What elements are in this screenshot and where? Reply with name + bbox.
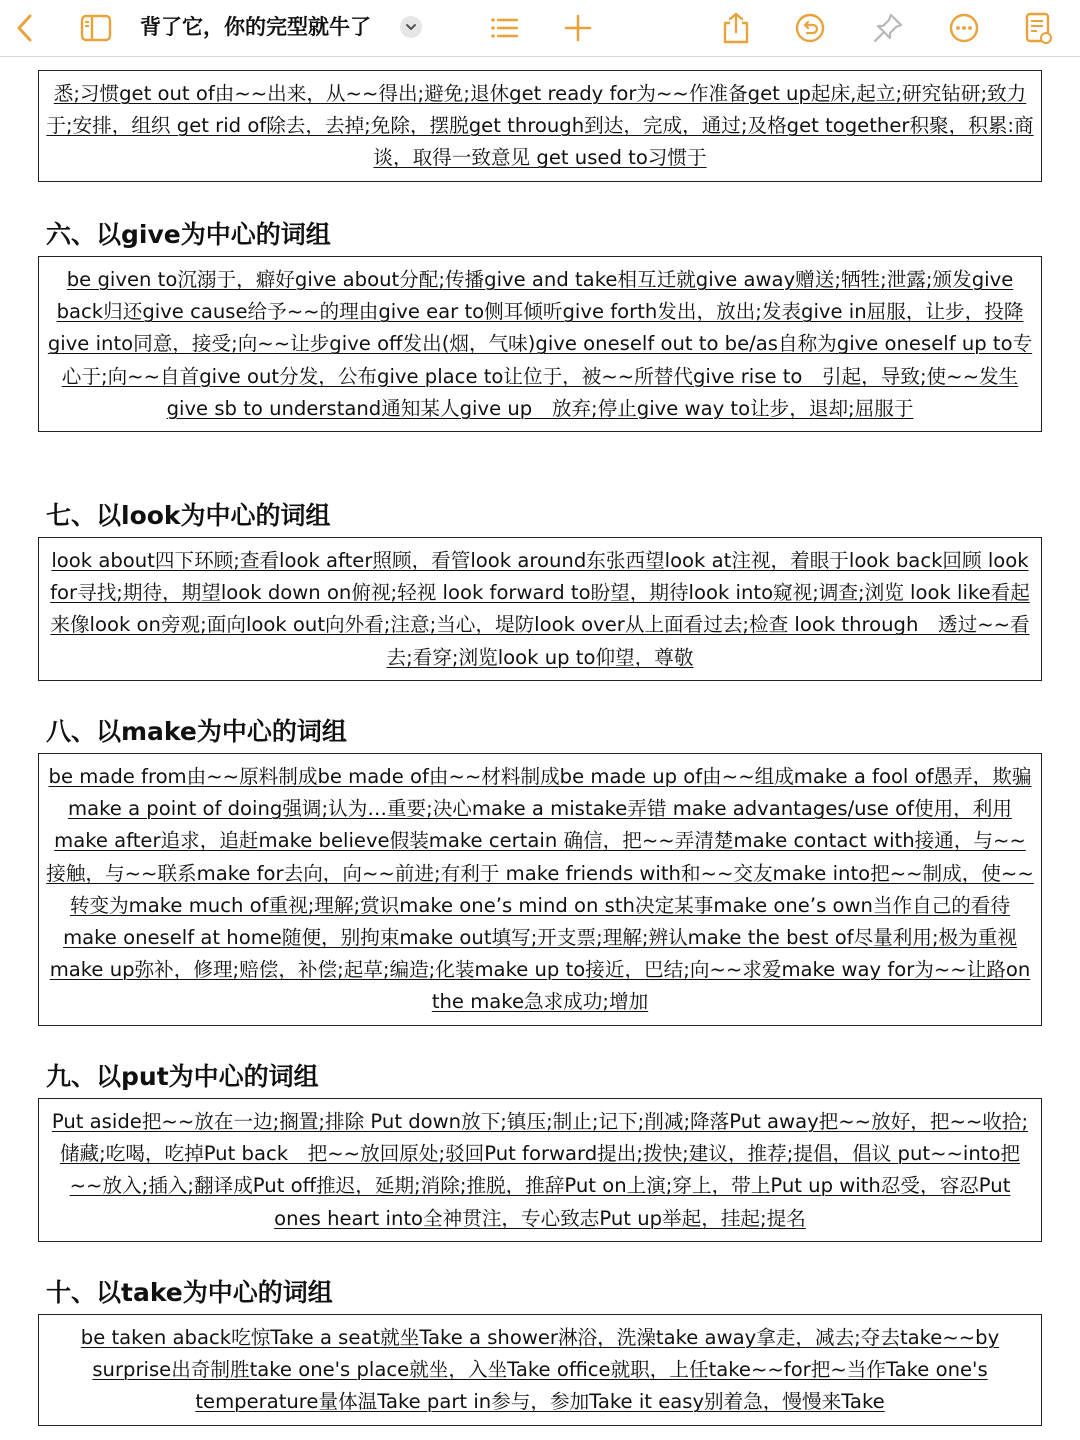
make-phrases-text: be made from由~~原料制成be made of由~~材料制成be made up of由~~组成make a fool of愚弄，欺骗 make a point of doing强调;认为…重要;决心make a mistake弄错 make advantages/use of使用，利用make after追求，追赶make believe假装make certain 确信，把~~弄清楚make contact with接通，与~~接触，与~~联系make for去向，向~~前进;有利于 make friends with和~~交友make into把~~制成，使~~转变为make much of重视;理解;赏识make one’s mind on sth决定某事make one’s own当作自己的看待make oneself at home随便，别拘束make out填写;开支票;理解;辨认make the best of尽量利用;极为重视make up弥补，修理;赔偿，补偿;起草;编造;化装make up to接近，巴结;向~~求爱make way for为~~让路on the make急求成功;增加: [46, 765, 1034, 1014]
plus-icon[interactable]: [558, 8, 598, 48]
put-section-heading: 九、以put为中心的词组: [46, 1062, 319, 1091]
take-section-heading: 十、以take为中心的词组: [46, 1278, 333, 1307]
undo-icon[interactable]: [790, 8, 830, 48]
make-section-heading: 八、以make为中心的词组: [46, 717, 347, 746]
give-phrases-box: [38, 256, 1042, 432]
look-phrases-text: look about四下环顾;查看look after照顾，看管look around东张西望look at注视，着眼于look back回顾 look for寻找;期待，期望look down on俯视;轻视 look forward to盼望，期待look into窥视;调查;浏览 look like看起来像look on旁观;面向look out向外看;注意;当心，堤防look over从上面看过去;检查 look through 透过~~看去;看穿;浏览look up to仰望，尊敬: [50, 549, 1030, 669]
give-phrases-text: be given to沉溺于，癖好give about分配;传播give and take相互迁就give away赠送;牺牲;泄露;颁发give back归还give cause给予~~的理由give ear to侧耳倾听give forth发出，放出;发表give in屈服，让步，投降give into同意，接受;向~~让步give off发出(烟，气味)give oneself out to be/as自称为give oneself up to专心于;向~~自首give out分发，公布give place to让位于，被~~所替代give rise to 引起，导致;使~~发生 give sb to understand通知某人give up 放弃;停止give way to让步，退却;屈服于: [47, 268, 1033, 420]
get-phrases-box: [38, 70, 1042, 182]
look-phrases-box: [38, 537, 1042, 681]
make-phrases-box: [38, 753, 1042, 1026]
look-section-heading: 七、以look为中心的词组: [46, 501, 331, 530]
put-phrases-text: Put aside把~~放在一边;搁置;排除 Put down放下;镇压;制止;记下;削减;降落Put away把~~放好，把~~收拾;储藏;吃喝，吃掉Put back 把~~放回原处;驳回Put forward提出;拨快;建议，推荐;提倡，倡议 put~~into把~~放入;插入;翻译成Put off推迟，延期;消除;推脱，推辞Put on上演;穿上，带上Put up with忍受，容忍Put ones heart into全神贯注，专心致志Put up举起，挂起;提名: [51, 1110, 1029, 1230]
get-phrases-text: 悉;习惯get out of由~~出来，从~~得出;避免;退休get ready for为~~作准备get up起床,起立;研究钻研;致力于;安排，组织 get rid of除去，去掉;免除，摆脱get through到达，完成，通过;及格get together积聚，积累:商谈，取得一致意见 get used to习惯于: [46, 82, 1034, 170]
top-toolbar: [0, 0, 1080, 57]
take-phrases-text: be taken aback吃惊Take a seat就坐Take a shower淋浴，洗澡take away拿走，减去;夺去take~~by surprise出奇制胜take one's place就坐，入坐Take office就职，上任take~~for把~当作Take one's temperature量体温Take part in参与，参加Take it easy别着急，慢慢来Take: [80, 1326, 1000, 1414]
share-icon[interactable]: [716, 8, 756, 48]
give-section-heading: 六、以give为中心的词组: [46, 220, 331, 249]
more-icon[interactable]: [944, 8, 984, 48]
pin-icon[interactable]: [868, 8, 908, 48]
document-icon[interactable]: [1018, 8, 1058, 48]
dropdown-chevron-icon[interactable]: [400, 16, 422, 38]
back-chevron-icon[interactable]: [6, 8, 46, 48]
document-title[interactable]: 背了它，你的完型就牛了: [140, 15, 371, 39]
put-phrases-box: [38, 1098, 1042, 1242]
take-phrases-box: [38, 1314, 1042, 1426]
list-icon[interactable]: [484, 8, 524, 48]
sidebar-icon[interactable]: [76, 8, 116, 48]
